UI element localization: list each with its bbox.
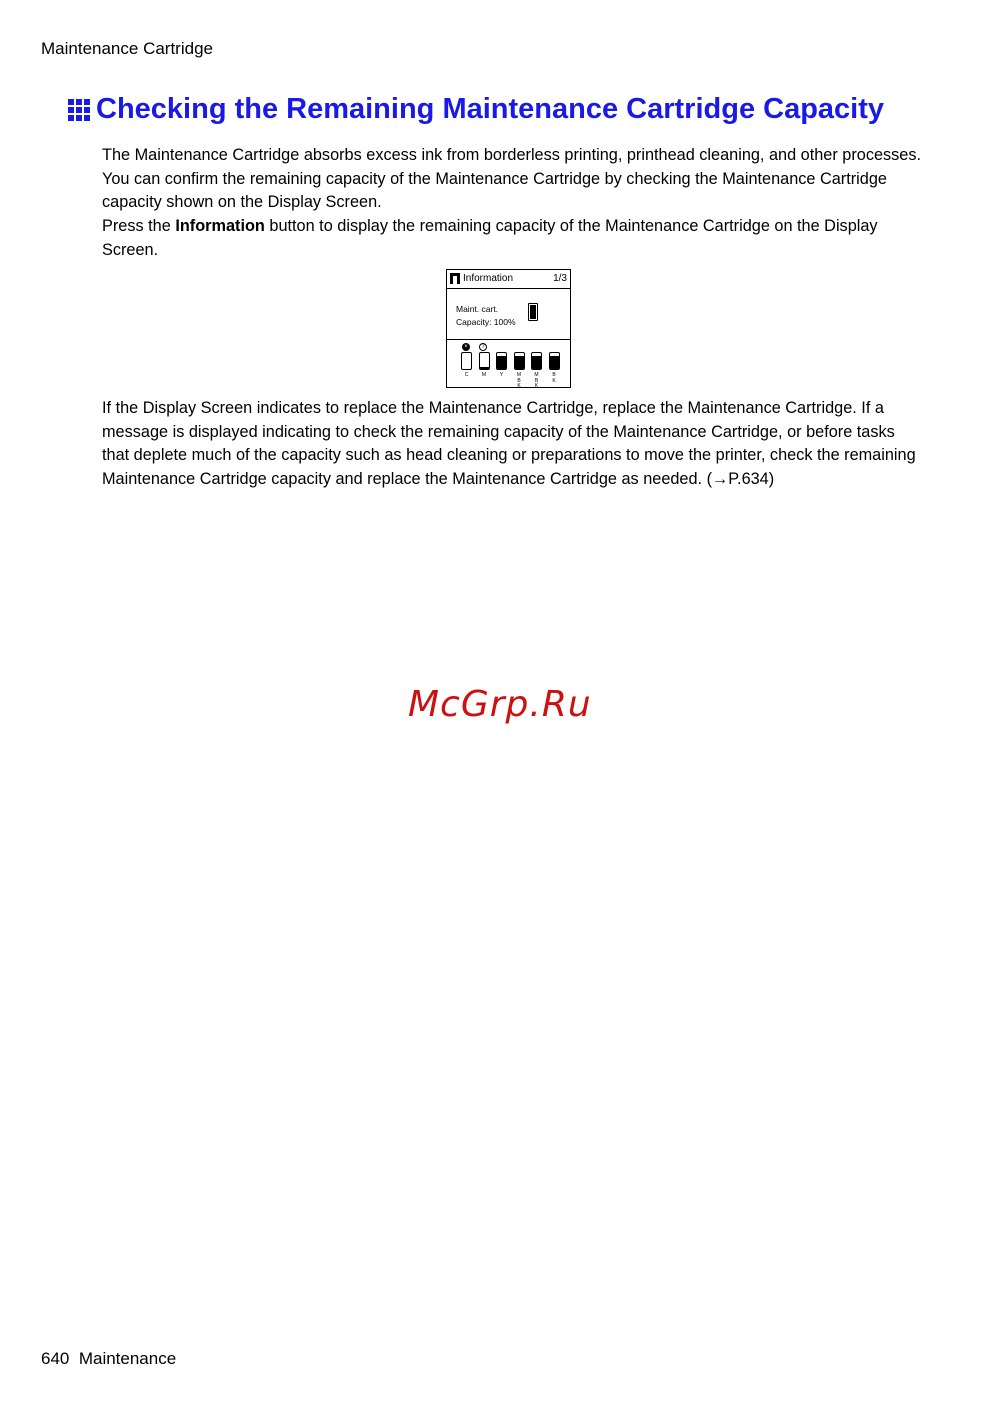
- section-grid-icon: [68, 99, 90, 121]
- ink-label: M B K: [534, 372, 539, 389]
- ink-level-fill: [550, 356, 559, 369]
- ink-tank-icon: [531, 352, 542, 370]
- ink-label: Y: [499, 372, 504, 378]
- lcd-ink-levels: [447, 342, 570, 389]
- ink-level-fill: [497, 356, 506, 369]
- lcd-title: Information: [463, 273, 514, 284]
- instruction-text-after: button to display the remaining capacity of the Maintenance Cartridge on the Display Screen.: [102, 217, 878, 259]
- ink-level-fill: [480, 367, 489, 369]
- information-button-label: Information: [175, 217, 265, 235]
- lcd-capacity-label: Capacity: 100%: [456, 317, 516, 327]
- warning-status-icon: ?: [479, 343, 487, 351]
- instruction-paragraph: [102, 215, 922, 262]
- replacement-paragraph: If the Display Screen indicates to replace the Maintenance Cartridge, replace the Maintenance Cartridge. If a message is displayed indicating to check the remaining capacity of the Maintenance Cartridge, or before tasks that deplete much of the capacity such as head cleaning or preparations to move the printer, check the remaining Maintenance Cartridge capacity and replace the Maintenance Cartridge as needed. (→P.634): [102, 399, 916, 488]
- ink-label: M B K: [516, 372, 522, 389]
- ink-level-fill: [515, 356, 524, 369]
- lcd-maintenance-section: [447, 291, 570, 340]
- display-screen-illustration: [446, 269, 571, 388]
- ink-label: B K: [552, 372, 556, 384]
- section-title: [68, 93, 884, 126]
- page-number: 640: [41, 1349, 70, 1368]
- ink-tank-icon: [514, 352, 525, 370]
- intro-paragraph: The Maintenance Cartridge absorbs excess ink from borderless printing, printhead cleaning, and other processes. You can confirm the remaining capacity of the Maintenance Cartridge by checking the Maintenance Cartridge capacity shown on the Display Screen.: [102, 146, 922, 212]
- ink-level-fill: [532, 356, 541, 369]
- section-title-text: Checking the Remaining Maintenance Cartridge Capacity: [96, 93, 885, 125]
- ink-tank-icon: [461, 352, 472, 370]
- information-icon: [450, 273, 460, 284]
- lcd-maint-cart-label: Maint. cart.: [456, 304, 499, 314]
- ink-tank-icon: [496, 352, 507, 370]
- footer-chapter: Maintenance: [78, 1349, 177, 1368]
- error-status-icon: ×: [462, 343, 470, 351]
- page-footer: [41, 1349, 176, 1369]
- running-header: Maintenance Cartridge: [41, 39, 213, 58]
- instruction-text-before: Press the: [102, 217, 176, 235]
- ink-tank-icon: [549, 352, 560, 370]
- lcd-header: [447, 270, 570, 289]
- ink-label: M: [481, 372, 487, 378]
- watermark: McGrp.Ru: [408, 684, 592, 725]
- maintenance-cartridge-icon: [528, 303, 538, 321]
- lcd-page-indicator: 1/3: [553, 273, 567, 284]
- ink-label: C: [464, 372, 469, 378]
- ink-tank-icon: [479, 352, 490, 370]
